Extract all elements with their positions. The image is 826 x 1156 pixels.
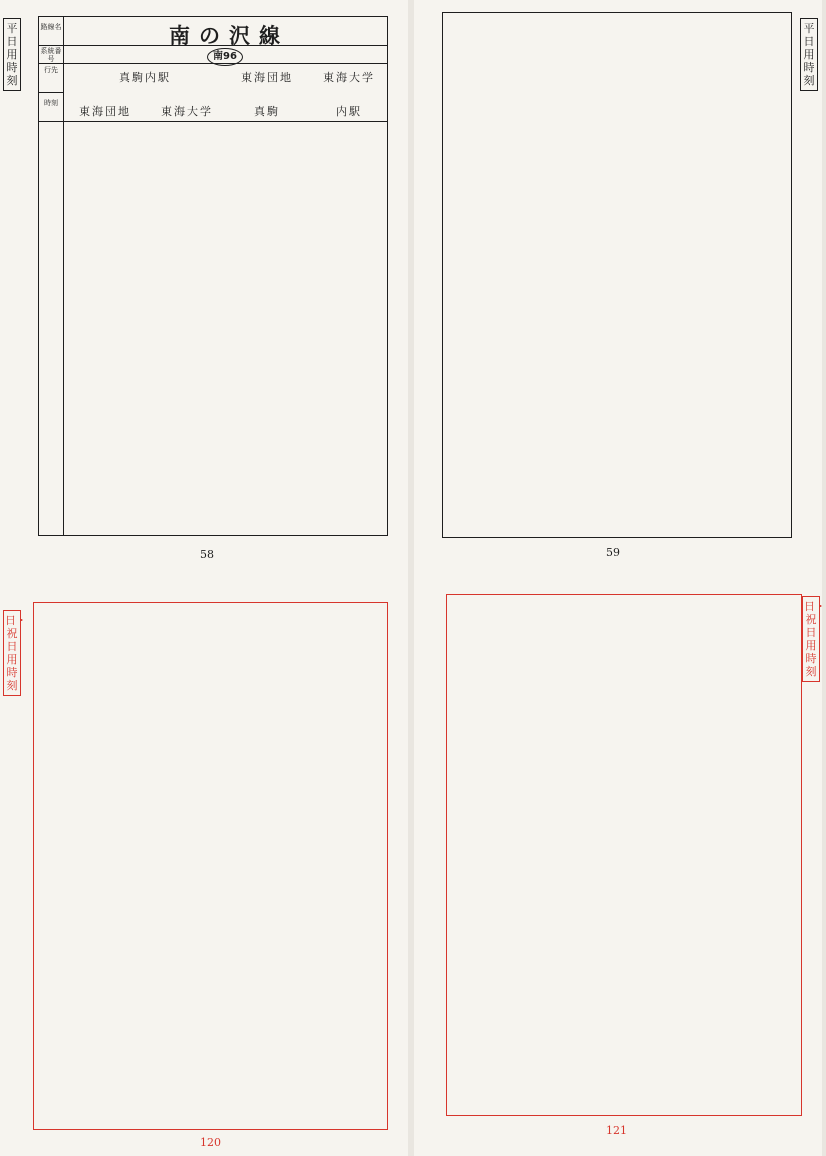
to-makomanai-2: 内駅 [336,105,362,118]
page-120 [0,578,408,1156]
to-tokai-daigaku: 東海大学 [161,105,213,118]
destination-label: 行先 [44,66,58,74]
header-bottom-rule [39,121,387,122]
dest-tokai-danchi: 東海団地 [241,71,293,84]
page-number: 59 [606,546,620,559]
page-number: 120 [200,1136,221,1149]
weekday-side-label: 平日用時刻 [800,18,818,91]
dest-makomanai: 真駒内駅 [119,71,171,84]
route-no-label: 系統番号 [40,47,62,63]
route-title: 南の沢線 [169,24,289,48]
timetable-minaminosawa-weekday [38,16,388,536]
holiday-side-label: 日・祝日用時刻 [3,610,21,696]
route-name-label: 路線名 [40,23,62,31]
hour-column-rule [63,17,64,535]
dest-tokai-daigaku: 東海大学 [323,71,375,84]
page-number: 121 [606,1124,627,1137]
page-number: 58 [200,548,214,561]
weekday-side-label: 平日用時刻 [3,18,21,91]
page-121 [414,578,826,1156]
header-rule [39,92,63,93]
holiday-side-label: 日・祝日用時刻 [802,596,820,682]
timetable-kitanosawa-moiwa-holiday [446,594,802,1116]
timetable-minaminosawa-holiday [33,602,388,1130]
to-makomanai-1: 真駒 [254,105,280,118]
time-label: 時刻 [44,99,58,107]
page-59 [414,0,822,578]
route-badge-minami96: 南96 [207,48,243,66]
page-58 [0,0,408,578]
to-tokai-danchi: 東海団地 [79,105,131,118]
timetable-kitanosawa-moiwa-weekday [442,12,792,538]
